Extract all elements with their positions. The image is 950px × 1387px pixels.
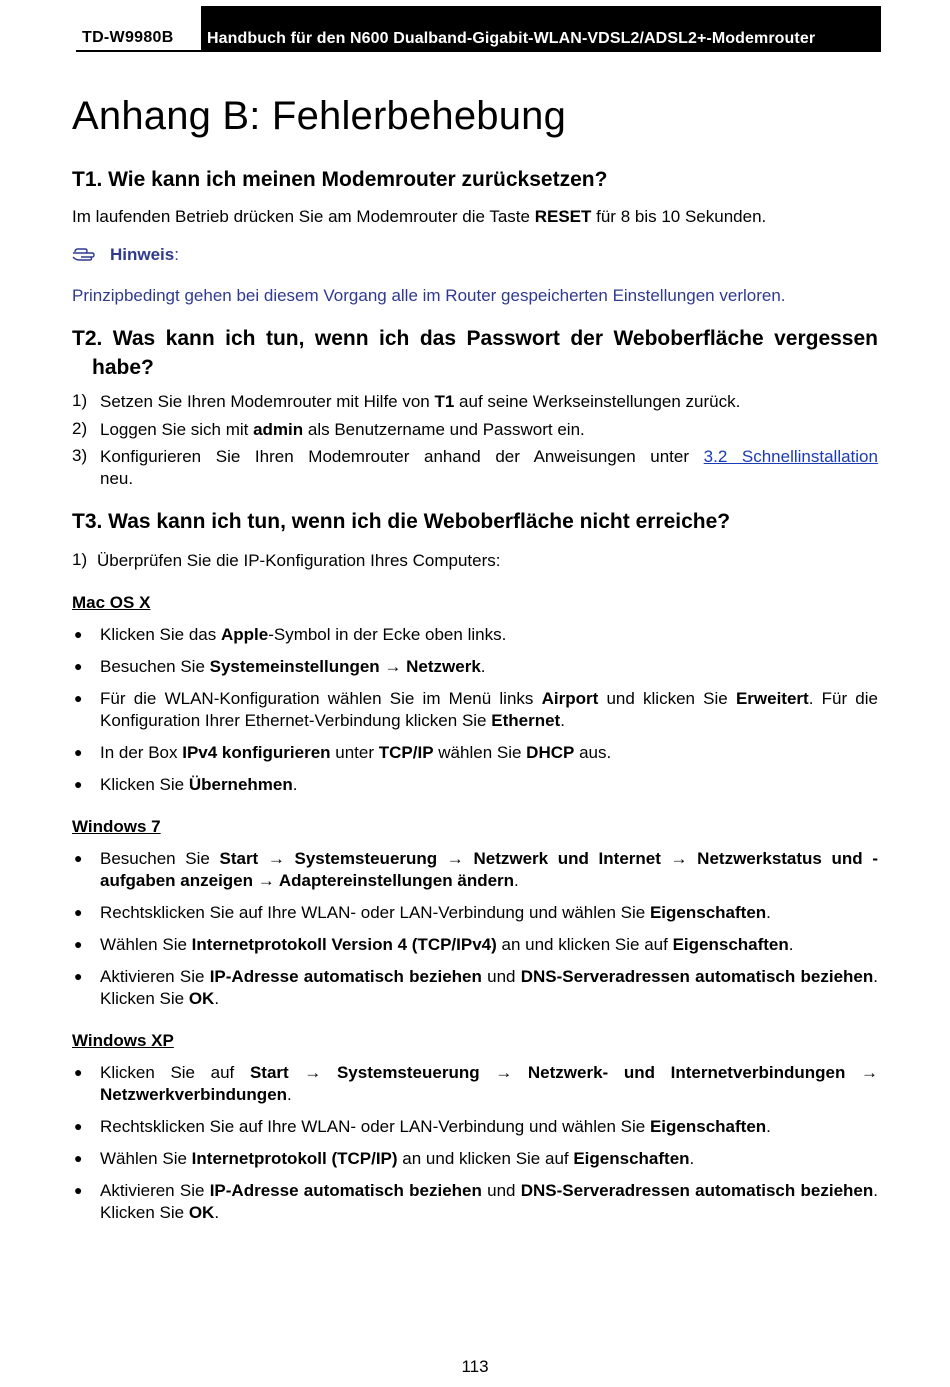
question-t1: T1. Wie kann ich meinen Modemrouter zurücksetzen? <box>72 168 608 191</box>
winxp-heading: Windows XP <box>72 1031 174 1050</box>
header-title: Handbuch für den N600 Dualband-Gigabit-WLAN-VDSL2/ADSL2+-Modemrouter <box>207 30 816 47</box>
question-t2-line2: habe? <box>92 356 154 379</box>
question-t3: T3. Was kann ich tun, wenn ich die Weboberfläche nicht erreiche? <box>72 510 731 533</box>
page-title: Anhang B: Fehlerbehebung <box>72 94 567 138</box>
pointing-hand-icon <box>72 245 100 263</box>
note-label: Hinweis <box>110 245 175 264</box>
header-rule <box>76 50 881 52</box>
page-number: 113 <box>461 1357 489 1376</box>
note-heading: Hinweis: <box>72 245 179 265</box>
mac-heading: Mac OS X <box>72 593 151 612</box>
question-t2-line1: T2. Was kann ich tun, wenn ich das Passwort der Weboberfläche vergessen <box>72 327 878 350</box>
schnellinstallation-link[interactable]: 3.2 Schnellinstallation <box>703 447 878 466</box>
t1-answer: Im laufenden Betrieb drücken Sie am Modemrouter die Taste RESET für 8 bis 10 Sekunden. <box>72 207 767 226</box>
header-title-box <box>201 6 881 52</box>
reset-label: RESET <box>534 207 592 226</box>
page-header <box>76 6 881 52</box>
header-model-box <box>76 24 198 52</box>
note-text: Prinzipbedingt gehen bei diesem Vorgang alle im Router gespeicherten Einstellungen verloren. <box>72 286 786 305</box>
win7-heading: Windows 7 <box>72 817 161 836</box>
header-model: TD-W9980B <box>82 29 174 46</box>
